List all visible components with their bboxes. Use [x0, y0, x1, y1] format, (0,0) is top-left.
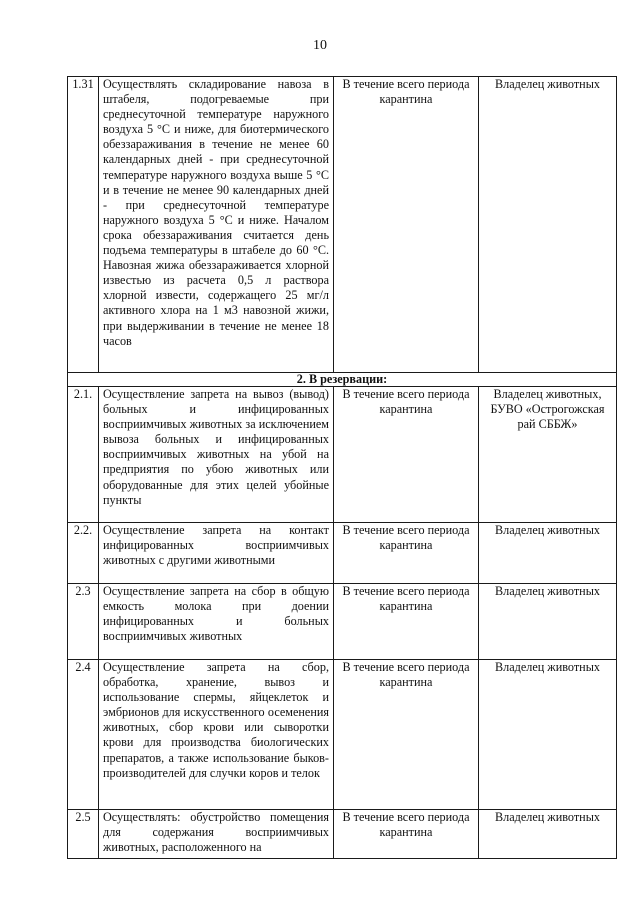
row-number: 2.2.	[68, 523, 99, 584]
row-number: 2.5	[68, 810, 99, 859]
page-number: 10	[313, 38, 327, 53]
row-number: 2.4	[68, 660, 99, 810]
responsible-cell: Владелец животных	[479, 523, 617, 584]
term-cell: В течение всего периода карантина	[334, 77, 479, 373]
responsible-cell: Владелец животных	[479, 810, 617, 859]
term-cell: В течение всего периода карантина	[334, 810, 479, 859]
table-row	[68, 523, 617, 584]
row-number: 1.31	[68, 77, 99, 373]
quarantine-measures-table	[67, 76, 617, 859]
term-cell: В течение всего периода карантина	[334, 584, 479, 660]
responsible-cell: Владелец животных	[479, 660, 617, 810]
section-title: 2. В резервации:	[68, 373, 617, 387]
measure-text: Осуществление запрета на вывоз (вывод) больных и инфицированных восприимчивых животных за исключением вывоза больных и инфицированных восприимчивых животных на убой на предприятия по убою животных или оборудованные для этих целей убойные пункты	[99, 387, 334, 523]
table-row	[68, 660, 617, 810]
term-cell: В течение всего периода карантина	[334, 387, 479, 523]
row-number: 2.1.	[68, 387, 99, 523]
responsible-cell: Владелец животных	[479, 77, 617, 373]
measure-text: Осуществлять складирование навоза в штабеля, подогреваемые при среднесуточной температуре наружного воздуха 5 °С и ниже, для биотермического обеззараживания в течение не менее 60 календарных дней - при среднесуточной температуре наружного воздуха выше 5 °С и в течение не менее 90 календарных дней - при среднесуточной температуре наружного воздуха 5 °С и ниже. Началом срока обеззараживания считается день подъема температуры в штабеле до 60 °С. Навозная жижа обеззараживается хлорной известью из расчета 0,5 л раствора хлорной извести, содержащего 25 мг/л активного хлора на 1 м3 навозной жижи, при выдерживании в течение не менее 18 часов	[99, 77, 334, 373]
table-row	[68, 810, 617, 859]
measure-text: Осуществление запрета на сбор в общую емкость молока при доении инфицированных и больных восприимчивых животных	[99, 584, 334, 660]
measure-text: Осуществление запрета на контакт инфицированных восприимчивых животных с другими животными	[99, 523, 334, 584]
table-row	[68, 584, 617, 660]
term-cell: В течение всего периода карантина	[334, 660, 479, 810]
section-header-row	[68, 373, 617, 387]
table-row	[68, 77, 617, 373]
responsible-cell: Владелец животных	[479, 584, 617, 660]
term-cell: В течение всего периода карантина	[334, 523, 479, 584]
responsible-cell: Владелец животных, БУВО «Острогожская рай СББЖ»	[479, 387, 617, 523]
measure-text: Осуществлять: обустройство помещения для содержания восприимчивых животных, расположенного на	[99, 810, 334, 859]
row-number: 2.3	[68, 584, 99, 660]
table-row	[68, 387, 617, 523]
measure-text: Осуществление запрета на сбор, обработка, хранение, вывоз и использование спермы, яйцеклеток и эмбрионов для искусственного осеменения животных, сбор крови или сыворотки крови для производства биологических препаратов, а также использование быков-производителей для случки коров и телок	[99, 660, 334, 810]
